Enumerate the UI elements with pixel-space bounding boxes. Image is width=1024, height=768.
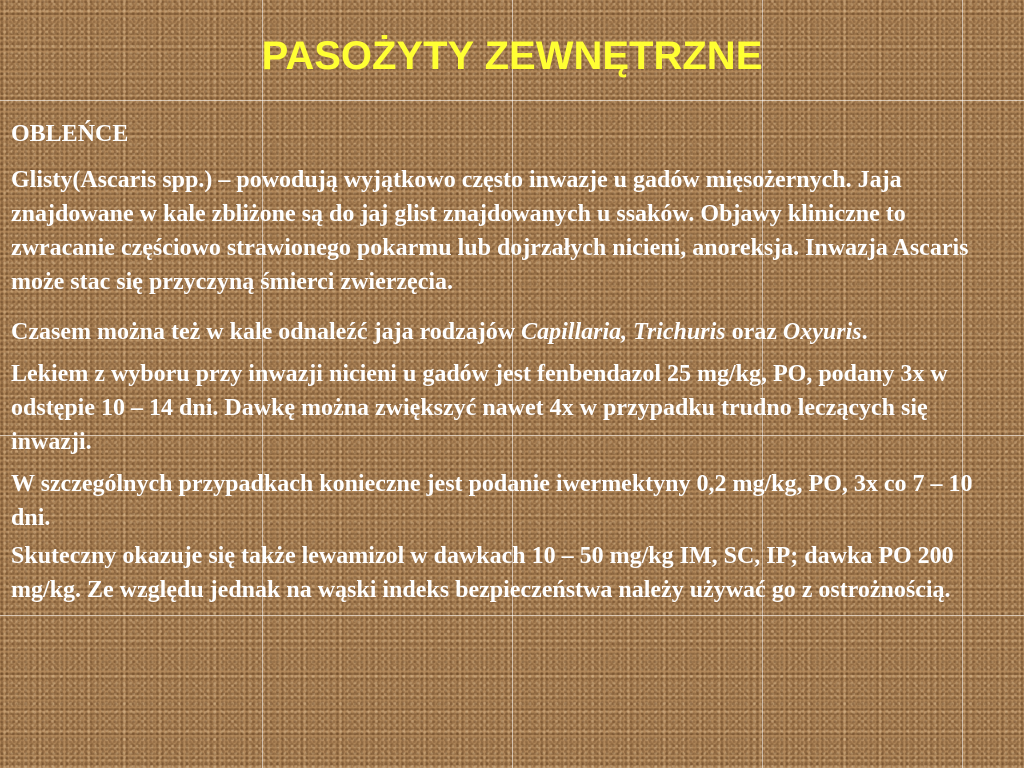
paragraph-levamisole: Skuteczny okazuje się także lewamizol w dawkach 10 – 50 mg/kg IM, SC, IP; dawka PO 200 mg/kg. Ze względu jednak na wąski indeks bezpieczeństwa należy używać go z ostrożnością. <box>11 543 954 603</box>
paragraph-ivermectin: W szczególnych przypadkach konieczne jest podanie iwermektyny 0,2 mg/kg, PO, 3x co 7 – 10 dni. <box>11 471 973 531</box>
slide-title: PASOŻYTY ZEWNĘTRZNE <box>261 34 763 78</box>
genus-name: Oxyuris <box>782 319 862 345</box>
paragraph-text: . <box>861 319 868 345</box>
genus-name: Capillaria, Trichuris <box>521 319 726 345</box>
section-heading: OBLEŃCE <box>11 121 129 147</box>
slide-body <box>11 117 1011 623</box>
paragraph-text: Czasem można też w kale odnaleźć jaja rodzajów <box>11 319 522 345</box>
paragraph-fenbendazole: Lekiem z wyboru przy inwazji nicieni u gadów jest fenbendazol 25 mg/kg, PO, podany 3x w odstępie 10 – 14 dni. Dawkę można zwiększyć nawet 4x w przypadku trudno leczących się inwazji. <box>11 361 948 455</box>
paragraph-ascaris: Glisty(Ascaris spp.) – powodują wyjątkowo często inwazje u gadów mięsożernych. Jaja znajdowane w kale zbliżone są do jaj glist znajdowanych u ssaków. Objawy kliniczne to zwracanie częściowo strawionego pokarmu lub dojrzałych nicieni, anoreksja. Inwazja Ascaris może stac się przyczyną śmierci zwierzęcia. <box>11 167 969 295</box>
paragraph-other-eggs <box>11 315 1011 349</box>
grid-line <box>0 100 1024 101</box>
paragraph-text: oraz <box>725 319 783 345</box>
